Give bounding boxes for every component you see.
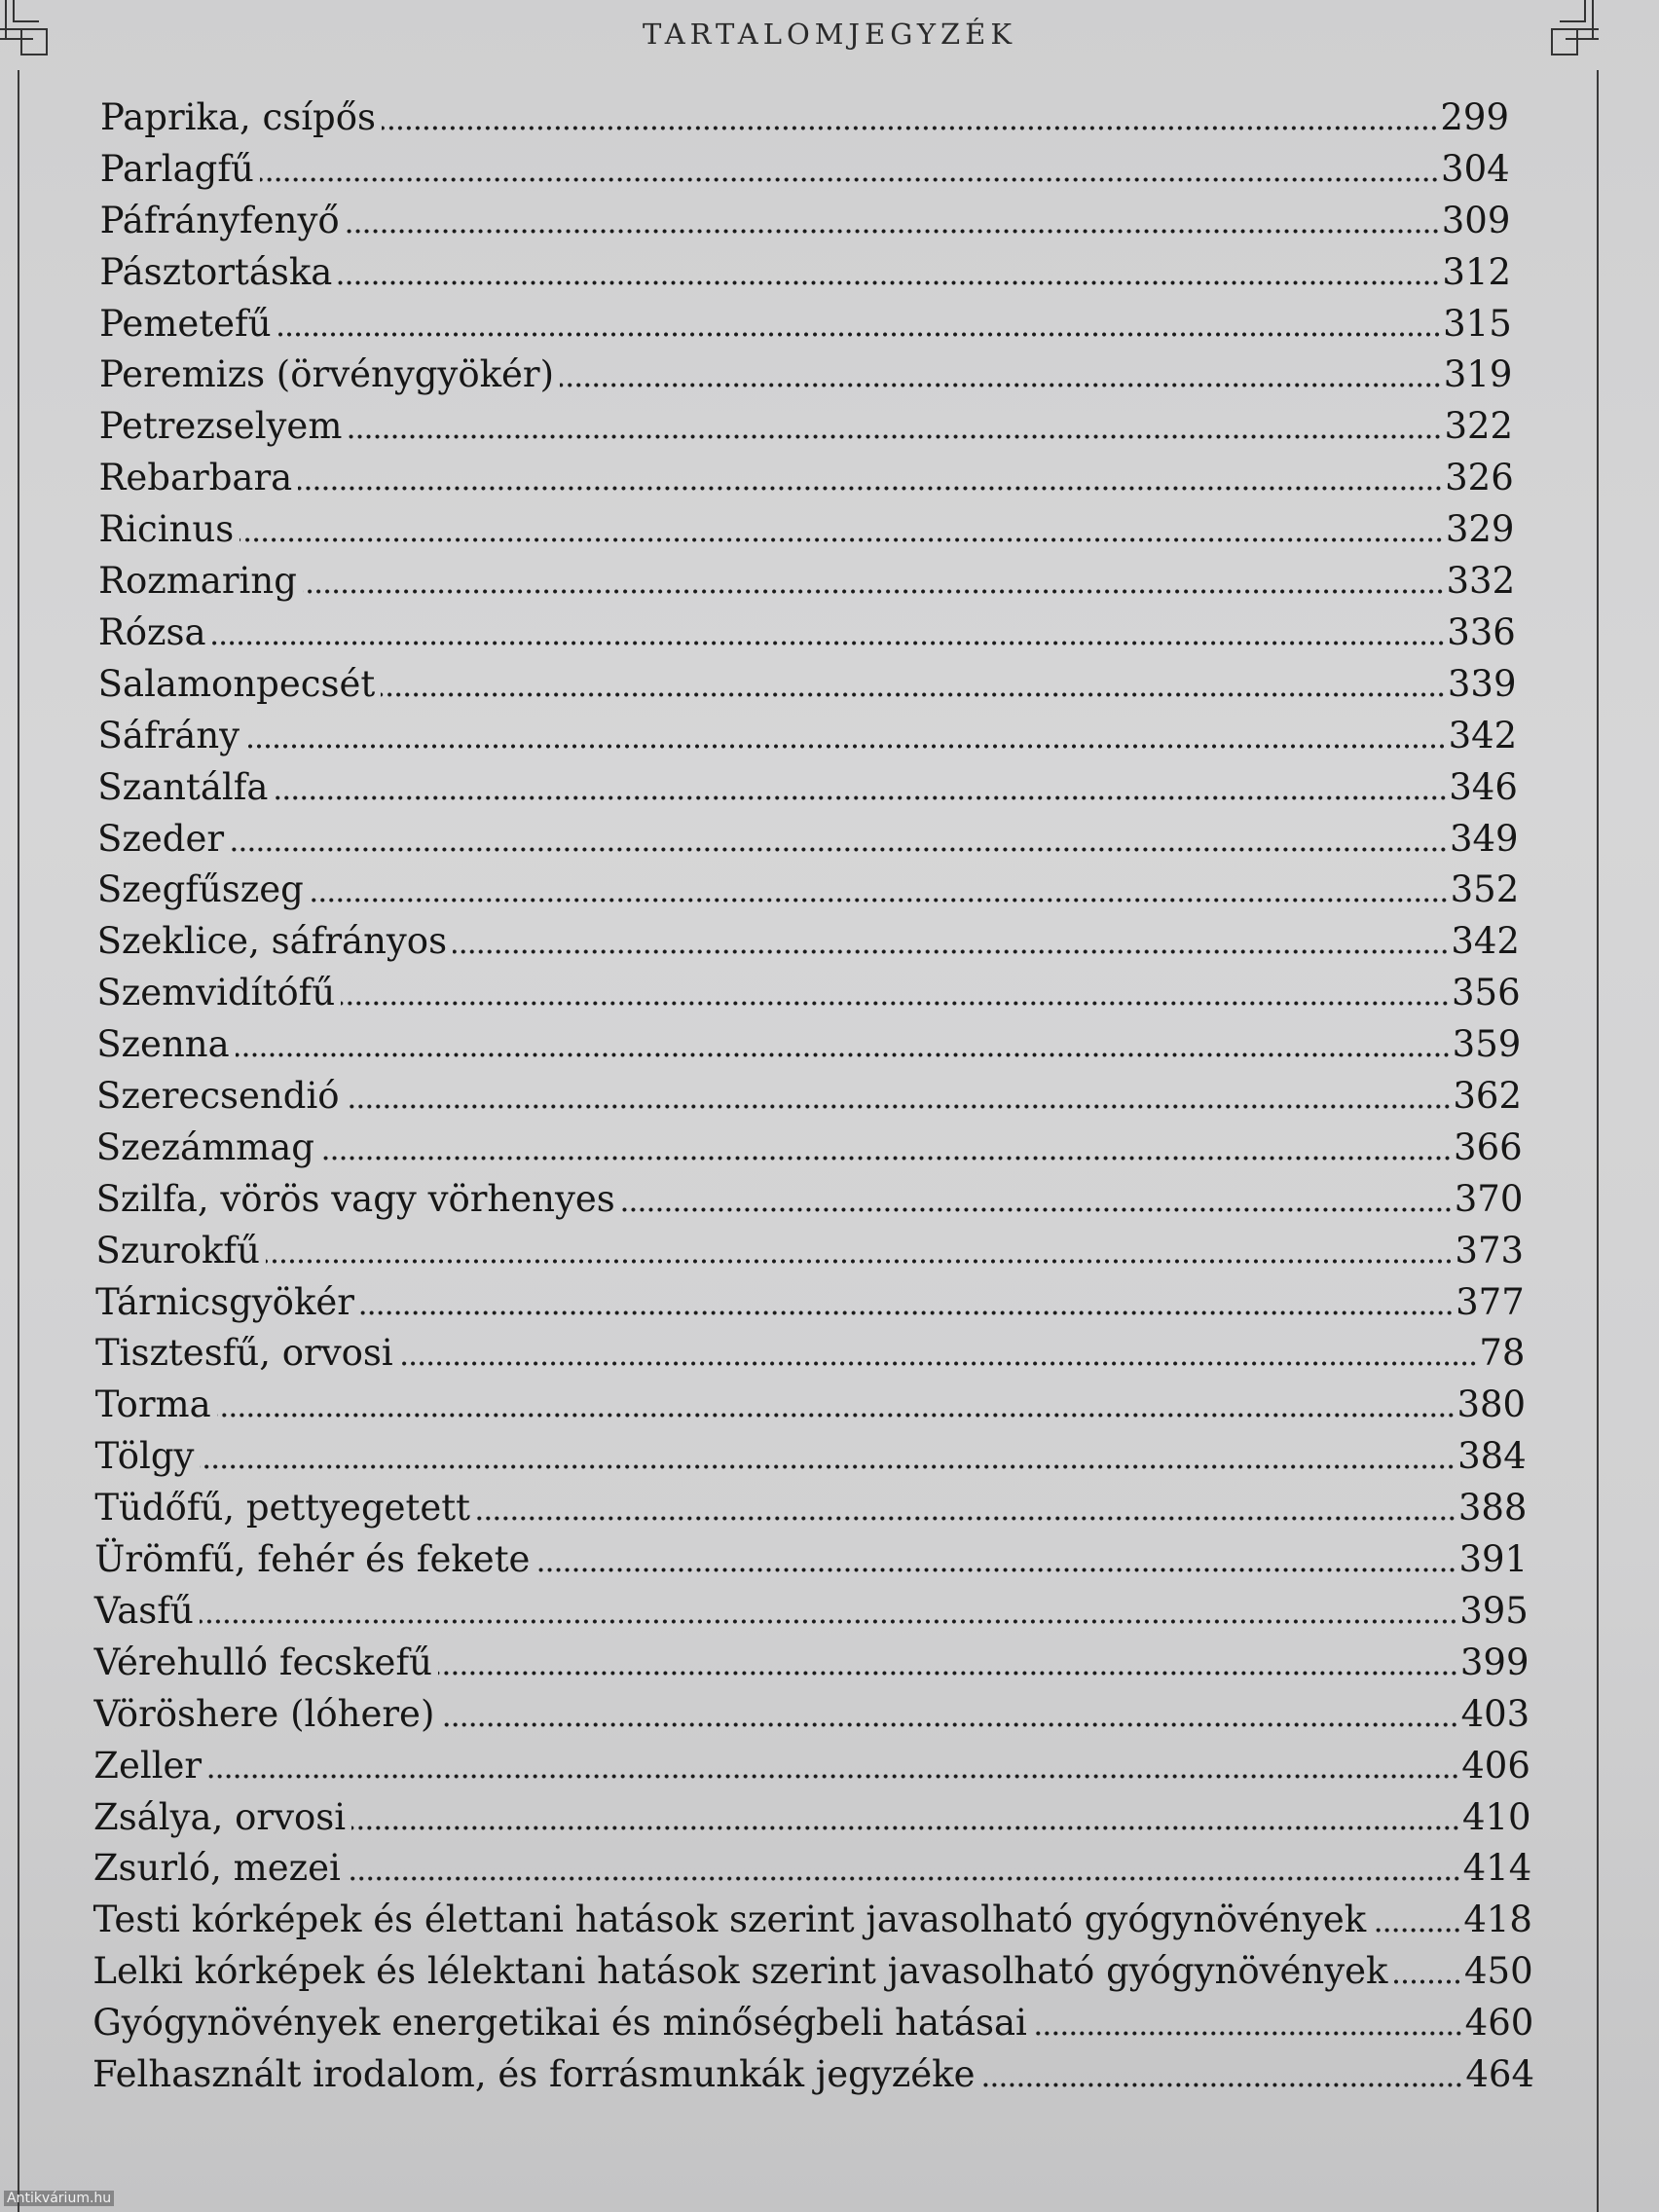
dot-leader <box>621 1207 1453 1212</box>
toc-entry-page-number: 406 <box>1461 1744 1530 1787</box>
toc-entry-page-number: 362 <box>1453 1075 1522 1117</box>
toc-entry-page-number: 410 <box>1461 1795 1531 1838</box>
toc-entry-page-number: 359 <box>1452 1023 1522 1066</box>
dot-leader <box>338 280 1440 285</box>
dot-leader <box>320 1156 1452 1161</box>
toc-entry-title: Rebarbara <box>98 457 293 499</box>
dot-leader <box>260 177 1439 182</box>
toc-entry-title: Ricinus <box>98 508 235 551</box>
toc-entry-title: Tárnicsgyökér <box>95 1280 354 1323</box>
toc-entry-title: Szemvidítófű <box>96 972 336 1014</box>
toc-entry-page-number: 342 <box>1451 920 1520 963</box>
toc-entry <box>94 1586 1529 1633</box>
toc-entry-title: Tölgy <box>94 1435 195 1478</box>
toc-entry-title: Szerecsendió <box>96 1075 340 1117</box>
toc-entry <box>99 247 1511 294</box>
toc-entry-title: Szilfa, vörös vagy vörhenyes <box>95 1177 615 1220</box>
toc-entry <box>98 659 1517 706</box>
dot-leader <box>440 1722 1458 1727</box>
toc-entry-page-number: 326 <box>1445 457 1514 499</box>
toc-entry-page-number: 339 <box>1447 662 1517 705</box>
toc-entry-title: Rózsa <box>97 610 206 653</box>
toc-entry-page-number: 319 <box>1443 353 1513 396</box>
toc-entry-title: Szegfűszeg <box>96 868 304 911</box>
toc-entry-page-number: 342 <box>1448 714 1518 756</box>
toc-entry-title: Szeklice, sáfrányos <box>96 920 448 963</box>
toc-entry-title: Gyógynövények energetikai és minőségbeli hatásai <box>92 2002 1027 2045</box>
dot-leader <box>453 949 1449 954</box>
toc-entry-title: Szantálfa <box>97 765 269 808</box>
watermark: Antikvárium.hu <box>4 2191 114 2206</box>
toc-entry-title: Testi kórképek és élettani hatások szerint javasolható gyógynövények <box>92 1899 1367 1941</box>
dot-leader <box>240 537 1444 542</box>
toc-entry-page-number: 322 <box>1444 405 1514 448</box>
dot-leader <box>535 1567 1456 1572</box>
toc-entry <box>99 401 1513 448</box>
toc-entry-page-number: 370 <box>1454 1177 1524 1220</box>
toc-entry <box>97 916 1520 963</box>
toc-entry-title: Sáfrány <box>97 714 240 756</box>
toc-entry <box>94 1534 1528 1581</box>
dot-leader <box>360 1310 1454 1315</box>
dot-leader <box>207 1774 1459 1779</box>
dot-leader <box>438 1671 1458 1676</box>
toc-entry-title: Rozmaring <box>98 560 297 603</box>
toc-entry-title: Szeder <box>97 817 225 860</box>
dot-leader <box>303 589 1445 594</box>
toc-entry-page-number: 332 <box>1446 560 1516 603</box>
toc-entry-title: Pemetefű <box>99 302 272 345</box>
dot-leader <box>351 1825 1460 1830</box>
toc-entry-page-number: 460 <box>1464 2002 1534 2045</box>
dot-leader <box>348 434 1442 439</box>
toc-entry <box>100 144 1510 191</box>
toc-entry-page-number: 366 <box>1454 1125 1523 1168</box>
toc-entry-page-number: 299 <box>1440 96 1509 138</box>
toc-entry <box>99 453 1514 499</box>
toc-entry <box>97 762 1518 809</box>
toc-entry-page-number: 356 <box>1451 972 1521 1014</box>
dot-leader <box>476 1516 1456 1521</box>
dot-leader <box>310 898 1449 903</box>
toc-entry-title: Torma <box>94 1383 211 1426</box>
toc-entry <box>95 1226 1524 1272</box>
toc-entry <box>95 1328 1525 1375</box>
toc-entry <box>99 299 1512 346</box>
toc-entry-title: Pásztortáska <box>99 250 333 293</box>
toc-entry-page-number: 384 <box>1457 1435 1527 1478</box>
toc-entry-page-number: 391 <box>1458 1538 1529 1581</box>
toc-entry-title: Vöröshere (lóhere) <box>93 1692 435 1735</box>
dot-leader <box>230 847 1448 852</box>
toc-entry-page-number: 418 <box>1463 1899 1532 1941</box>
dot-leader <box>347 1876 1461 1881</box>
toc-entry-title: Szenna <box>96 1023 230 1066</box>
toc-entry-page-number: 399 <box>1459 1641 1530 1683</box>
toc-entry-page-number: 336 <box>1447 610 1516 653</box>
toc-entry-title: Zsurló, mezei <box>92 1847 341 1890</box>
toc-entry <box>97 814 1519 861</box>
dot-leader <box>1393 1979 1462 1984</box>
toc-entry <box>93 1895 1532 1941</box>
toc-entry <box>96 1174 1524 1221</box>
toc-entry <box>98 608 1516 654</box>
toc-entry-title: Szurokfű <box>95 1229 260 1272</box>
page-header: TARTALOMJEGYZÉK <box>642 18 1017 51</box>
toc-entry <box>98 504 1514 551</box>
dot-leader <box>212 641 1446 645</box>
toc-entry-title: Lelki kórképek és lélektani hatások szerint javasolható gyógynövények <box>92 1950 1388 1993</box>
dot-leader <box>560 383 1442 387</box>
toc-entry-page-number: 377 <box>1456 1280 1525 1323</box>
toc-entry-page-number: 312 <box>1442 250 1512 293</box>
dot-leader <box>298 486 1443 491</box>
dot-leader <box>1033 2031 1463 2036</box>
dot-leader <box>245 744 1447 749</box>
toc-entry-page-number: 304 <box>1441 147 1510 190</box>
dot-leader <box>346 229 1440 234</box>
dot-leader <box>341 1001 1450 1006</box>
toc-entry-title: Paprika, csípős <box>100 96 376 138</box>
toc-entry <box>95 1431 1527 1478</box>
toc-entry <box>100 196 1511 242</box>
toc-entry-page-number: 380 <box>1456 1383 1527 1426</box>
toc-entry <box>96 968 1520 1014</box>
dot-leader <box>399 1361 1478 1366</box>
toc-entry-title: Ürömfű, fehér és fekete <box>94 1538 531 1581</box>
dot-leader <box>275 795 1448 800</box>
dot-leader <box>277 332 1442 337</box>
toc-entry <box>97 711 1517 757</box>
dot-leader <box>236 1052 1451 1057</box>
toc-entry <box>94 1638 1530 1684</box>
toc-entry <box>96 1123 1523 1169</box>
toc-entry <box>92 1946 1532 1993</box>
toc-entry-page-number: 464 <box>1465 2053 1534 2095</box>
toc-entry <box>92 1998 1533 2045</box>
toc-entry <box>96 1019 1521 1066</box>
toc-entry <box>94 1483 1527 1530</box>
toc-entry-title: Zsálya, orvosi <box>93 1795 347 1838</box>
toc-entry-title: Vérehulló fecskefű <box>93 1641 432 1683</box>
toc-entry-title: Tüdőfű, pettyegetett <box>94 1487 471 1530</box>
toc-entry-page-number: 373 <box>1455 1229 1525 1272</box>
toc-entry-title: Parlagfű <box>99 147 254 190</box>
toc-entry-page-number: 414 <box>1462 1847 1532 1890</box>
toc-entry <box>100 92 1509 139</box>
toc-entry-page-number: 388 <box>1457 1487 1528 1530</box>
toc-entry <box>93 1843 1531 1890</box>
toc-entry <box>99 350 1512 396</box>
toc-entry-page-number: 352 <box>1450 868 1520 911</box>
toc-entry <box>98 556 1515 603</box>
dot-leader <box>382 126 1438 130</box>
toc-entry-title: Zeller <box>93 1744 203 1787</box>
dot-leader <box>1372 1928 1461 1933</box>
toc-entry-page-number: 309 <box>1441 199 1511 241</box>
dot-leader <box>381 692 1446 697</box>
toc-entry <box>96 1071 1522 1118</box>
toc-entry-title: Szezámmag <box>95 1125 314 1168</box>
toc-entry-page-number: 395 <box>1459 1589 1529 1632</box>
dot-leader <box>200 1619 1457 1624</box>
toc-entry <box>97 865 1519 911</box>
toc-entry <box>93 1741 1530 1788</box>
toc-entry-title: Vasfű <box>93 1589 194 1632</box>
dot-leader <box>266 1259 1453 1264</box>
toc-entry-page-number: 329 <box>1445 508 1515 551</box>
toc-entry-page-number: 315 <box>1443 302 1512 345</box>
toc-entry <box>93 1689 1530 1736</box>
toc-entry-title: Salamonpecsét <box>97 662 376 705</box>
toc-entry-title: Páfrányfenyő <box>99 199 340 241</box>
toc-entry-page-number: 346 <box>1449 765 1518 808</box>
toc-entry-page-number: 78 <box>1479 1332 1526 1375</box>
toc-entry-page-number: 450 <box>1463 1950 1533 1993</box>
toc-entry-title: Felhasznált irodalom, és forrásmunkák jegyzéke <box>92 2053 976 2095</box>
dot-leader <box>980 2083 1463 2087</box>
dot-leader <box>217 1413 1456 1418</box>
toc-entry-title: Tisztesfű, orvosi <box>94 1332 393 1375</box>
toc-entry-title: Peremizs (örvénygyökér) <box>98 353 555 396</box>
toc-entry <box>95 1380 1526 1426</box>
toc-entry <box>92 2049 1534 2096</box>
dot-leader <box>200 1464 1456 1469</box>
toc-entry <box>93 1792 1531 1839</box>
toc-entry-page-number: 349 <box>1449 817 1519 860</box>
toc-entry <box>95 1277 1525 1324</box>
toc-entry-title: Petrezselyem <box>98 405 343 448</box>
dot-leader <box>346 1104 1452 1109</box>
toc-entry-page-number: 403 <box>1460 1692 1530 1735</box>
